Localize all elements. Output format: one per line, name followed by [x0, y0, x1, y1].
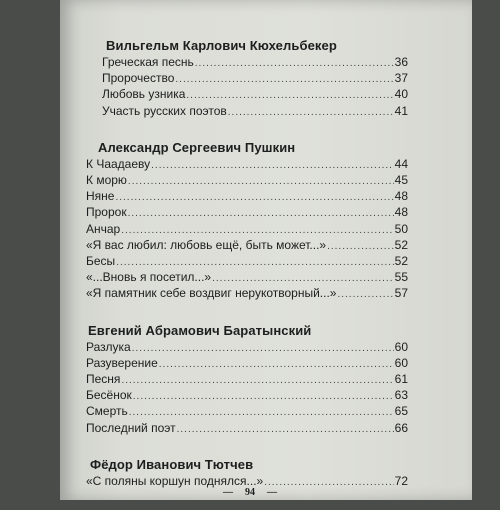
entry-page: 65 — [394, 404, 408, 419]
dot-leader — [128, 205, 394, 221]
toc-entry — [86, 222, 408, 238]
dot-leader — [151, 157, 394, 173]
dot-leader — [115, 189, 393, 205]
toc-entry — [102, 87, 408, 103]
toc-entry — [102, 55, 408, 71]
dot-leader — [212, 270, 394, 286]
dot-leader — [132, 340, 394, 356]
author-heading: Евгений Абрамович Баратынский — [88, 322, 312, 338]
entry-page: 48 — [394, 189, 408, 204]
dot-leader — [186, 87, 393, 103]
entry-title: К Чаадаеву — [86, 156, 151, 171]
dot-leader — [133, 388, 394, 404]
entry-page: 60 — [394, 355, 408, 370]
dot-leader — [121, 222, 393, 238]
entry-page: 36 — [394, 55, 408, 69]
entry-title: Бесы — [86, 254, 116, 269]
entry-page: 57 — [394, 286, 408, 301]
entry-title: Разлука — [86, 339, 131, 354]
entry-page: 52 — [394, 254, 408, 269]
toc-entry — [102, 71, 408, 87]
entry-page: 41 — [394, 103, 408, 118]
dot-leader — [327, 238, 394, 254]
entry-title: Пророк — [86, 205, 127, 220]
entry-page: 44 — [394, 156, 408, 171]
dot-leader — [195, 55, 394, 71]
page-number: 94 — [245, 487, 255, 498]
entry-title: К морю — [86, 173, 127, 188]
dot-leader — [129, 404, 394, 420]
toc-entry — [102, 104, 408, 120]
dot-leader — [159, 356, 394, 372]
toc-entry — [86, 340, 408, 356]
entry-title: «Я памятник себе воздвиг нерукотворный...» — [86, 286, 337, 301]
entry-page: 40 — [394, 87, 408, 102]
author-heading: Александр Сергеевич Пушкин — [98, 139, 296, 155]
toc-entry — [86, 238, 408, 254]
entry-title: Разуверение — [86, 355, 158, 370]
dot-leader — [177, 421, 394, 437]
entry-title: Греческая песнь — [102, 55, 194, 69]
toc-entry — [86, 189, 408, 205]
dot-leader — [121, 372, 393, 388]
entry-title: Последний поэт — [86, 420, 176, 435]
toc-entry — [86, 372, 408, 388]
entry-page: 48 — [394, 205, 408, 220]
entry-page: 61 — [394, 372, 408, 387]
entry-title: Любовь узника — [102, 87, 186, 102]
page-footer: — 94 — — [223, 487, 277, 498]
dot-leader — [337, 286, 393, 302]
entry-title: Участь русских поэтов — [102, 103, 227, 118]
entry-page: 60 — [394, 339, 408, 354]
toc-section-tyutchev — [86, 457, 408, 490]
entry-title: «...Вновь я посетил...» — [86, 270, 212, 285]
toc-entry — [86, 421, 408, 437]
toc-entry — [86, 173, 408, 189]
entry-page: 37 — [394, 71, 408, 86]
entry-page: 45 — [394, 173, 408, 188]
table-of-contents — [86, 38, 408, 510]
entry-title: Пророчество — [102, 71, 175, 86]
toc-section-baratynsky — [86, 323, 408, 437]
dot-leader — [228, 104, 394, 120]
entry-title: Няне — [86, 189, 115, 204]
entry-title: «Я вас любил: любовь ещё, быть может...» — [86, 237, 327, 252]
toc-entry — [86, 157, 408, 173]
entry-title: «С поляны коршун поднялся...» — [86, 473, 264, 488]
dot-leader — [128, 173, 394, 189]
entry-title: Бесёнок — [86, 388, 132, 403]
toc-entry — [86, 388, 408, 404]
entry-page: 50 — [394, 221, 408, 236]
author-heading: Вильгельм Карлович Кюхельбекер — [106, 38, 337, 53]
entry-title: Песня — [86, 372, 121, 387]
toc-entry — [86, 404, 408, 420]
toc-entry — [86, 356, 408, 372]
entry-title: Анчар — [86, 221, 121, 236]
entry-title: Смерть — [86, 404, 128, 419]
entry-page: 63 — [394, 388, 408, 403]
toc-entry — [86, 205, 408, 221]
entry-page: 72 — [394, 473, 408, 488]
entry-page: 52 — [394, 237, 408, 252]
toc-entry — [86, 254, 408, 270]
entry-page: 55 — [394, 270, 408, 285]
toc-section-kuchelbecker — [102, 38, 408, 120]
dot-leader — [175, 71, 393, 87]
toc-entry — [86, 270, 408, 286]
author-heading: Фёдор Иванович Тютчев — [90, 456, 254, 472]
toc-section-pushkin — [86, 140, 408, 303]
toc-entry — [86, 286, 408, 302]
dot-leader — [116, 254, 393, 270]
entry-page: 66 — [394, 420, 408, 435]
